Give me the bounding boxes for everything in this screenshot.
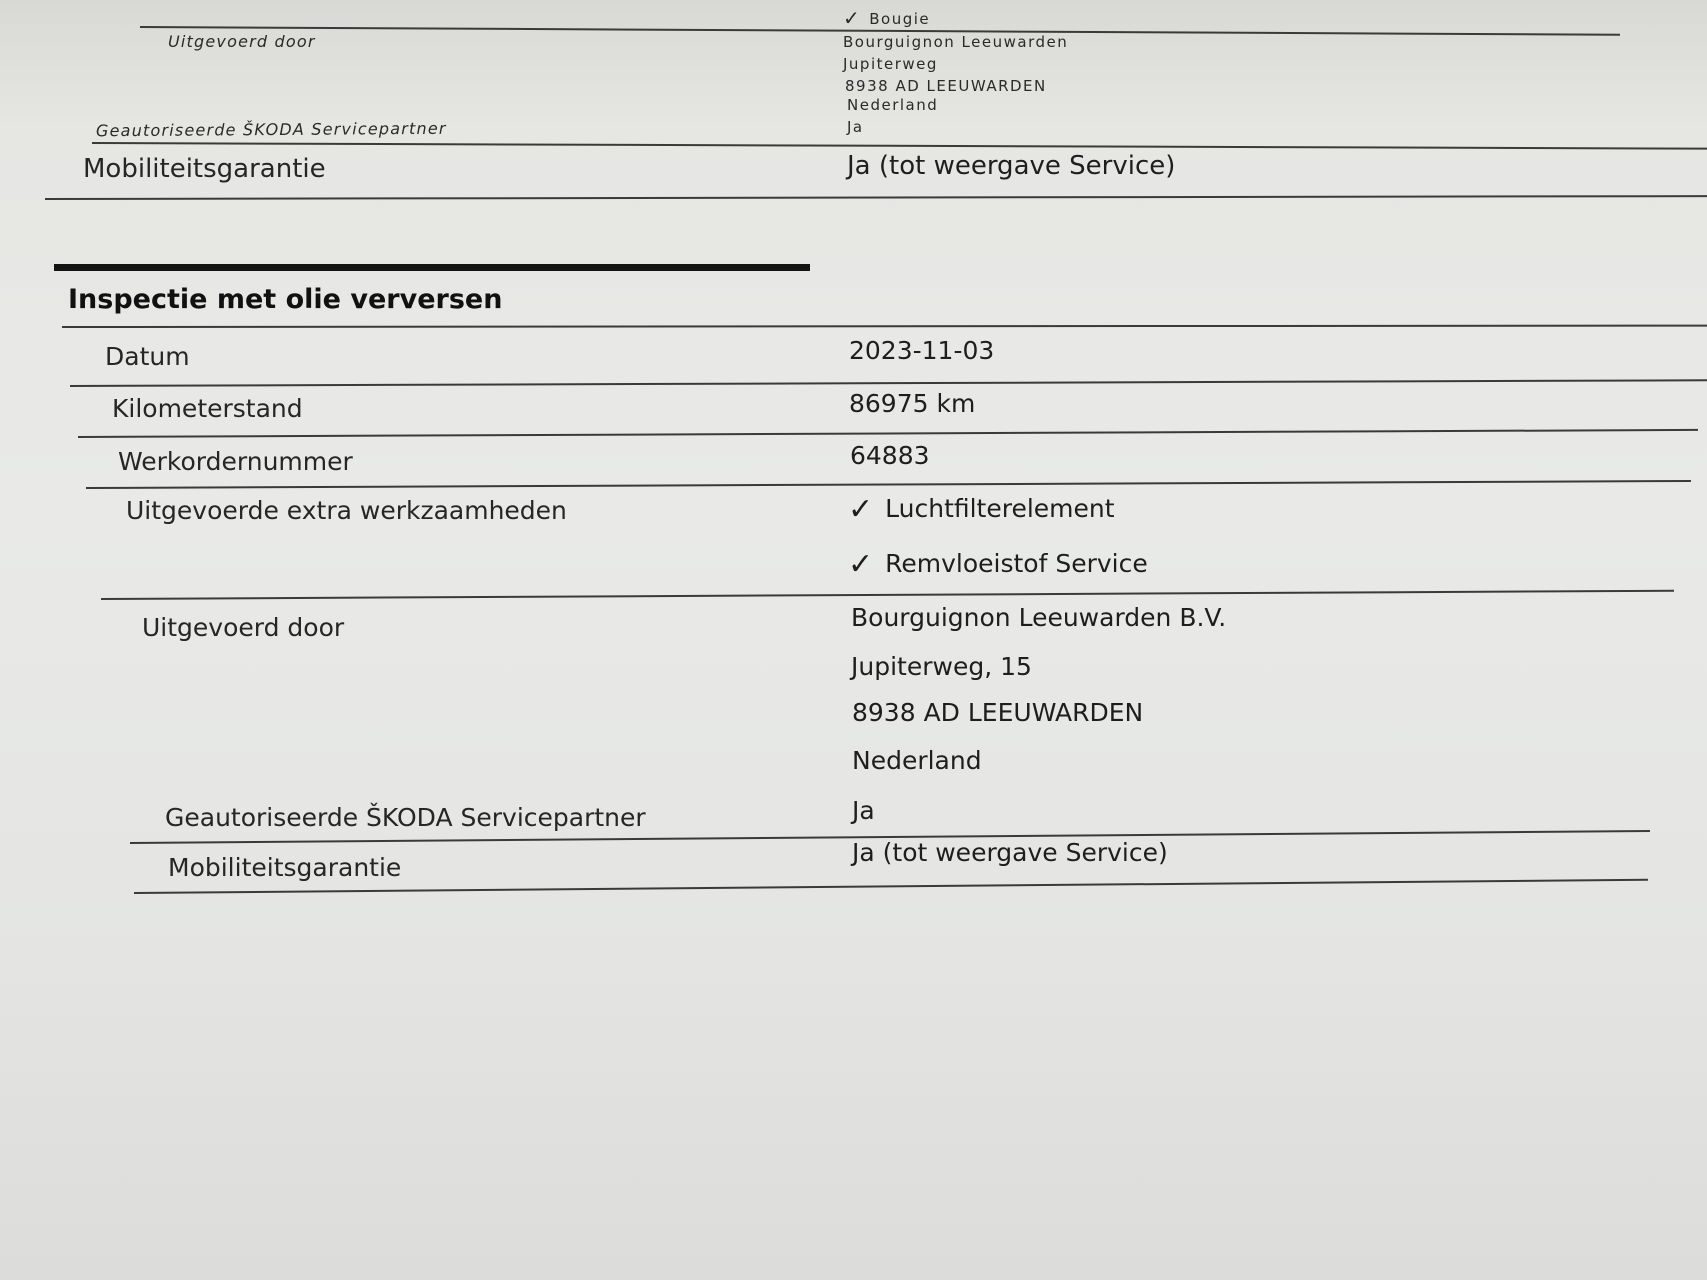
check-icon: ✓ bbox=[843, 6, 862, 30]
address-line-4: Nederland bbox=[852, 746, 982, 775]
divider bbox=[70, 379, 1707, 387]
section-rule bbox=[54, 264, 810, 271]
previous-mobility-value: Ja (tot weergave Service) bbox=[847, 151, 1176, 181]
extra-work-label: Uitgevoerde extra werkzaamheden bbox=[126, 496, 567, 525]
address-line-1: Bourguignon Leeuwarden B.V. bbox=[851, 603, 1227, 632]
address-line-3: 8938 AD LEEUWARDEN bbox=[852, 698, 1144, 727]
authorized-partner-label: Geautoriseerde ŠKODA Servicepartner bbox=[165, 803, 646, 832]
mileage-value: 86975 km bbox=[849, 389, 976, 418]
check-icon: ✓ bbox=[848, 492, 874, 527]
divider bbox=[92, 142, 1707, 150]
divider bbox=[62, 325, 1707, 328]
date-label: Datum bbox=[105, 342, 190, 371]
extra-work-item-2 bbox=[848, 547, 1148, 582]
previous-extra-item bbox=[843, 6, 930, 30]
previous-performed-by-label: Uitgevoerd door bbox=[168, 32, 316, 51]
check-icon: ✓ bbox=[848, 547, 874, 582]
section-title: Inspectie met olie verversen bbox=[68, 284, 503, 315]
previous-authorized-label: Geautoriseerde ŠKODA Servicepartner bbox=[95, 118, 447, 141]
divider bbox=[101, 590, 1674, 600]
previous-authorized-value: Ja bbox=[847, 118, 864, 136]
performed-by-label: Uitgevoerd door bbox=[142, 613, 345, 642]
date-value: 2023-11-03 bbox=[849, 336, 995, 365]
previous-address-line-2: Jupiterweg bbox=[843, 55, 938, 73]
work-order-value: 64883 bbox=[850, 441, 930, 470]
authorized-partner-value: Ja bbox=[852, 796, 875, 825]
previous-mobility-label: Mobiliteitsgarantie bbox=[83, 154, 326, 184]
address-line-2: Jupiterweg, 15 bbox=[851, 652, 1032, 681]
extra-work-item-text: Luchtfilterelement bbox=[885, 494, 1115, 523]
extra-work-item-1 bbox=[848, 492, 1115, 527]
divider bbox=[45, 195, 1707, 200]
previous-address-line-4: Nederland bbox=[847, 96, 939, 114]
divider bbox=[78, 429, 1698, 438]
mobility-value: Ja (tot weergave Service) bbox=[852, 838, 1168, 867]
mileage-label: Kilometerstand bbox=[112, 394, 303, 423]
divider bbox=[86, 480, 1691, 489]
previous-address-line-3: 8938 AD LEEUWARDEN bbox=[845, 77, 1047, 95]
mobility-label: Mobiliteitsgarantie bbox=[168, 853, 402, 882]
previous-address-line-1: Bourguignon Leeuwarden bbox=[843, 33, 1069, 51]
previous-extra-item-text: Bougie bbox=[869, 10, 931, 28]
work-order-label: Werkordernummer bbox=[118, 447, 353, 476]
extra-work-item-text: Remvloeistof Service bbox=[885, 549, 1148, 578]
